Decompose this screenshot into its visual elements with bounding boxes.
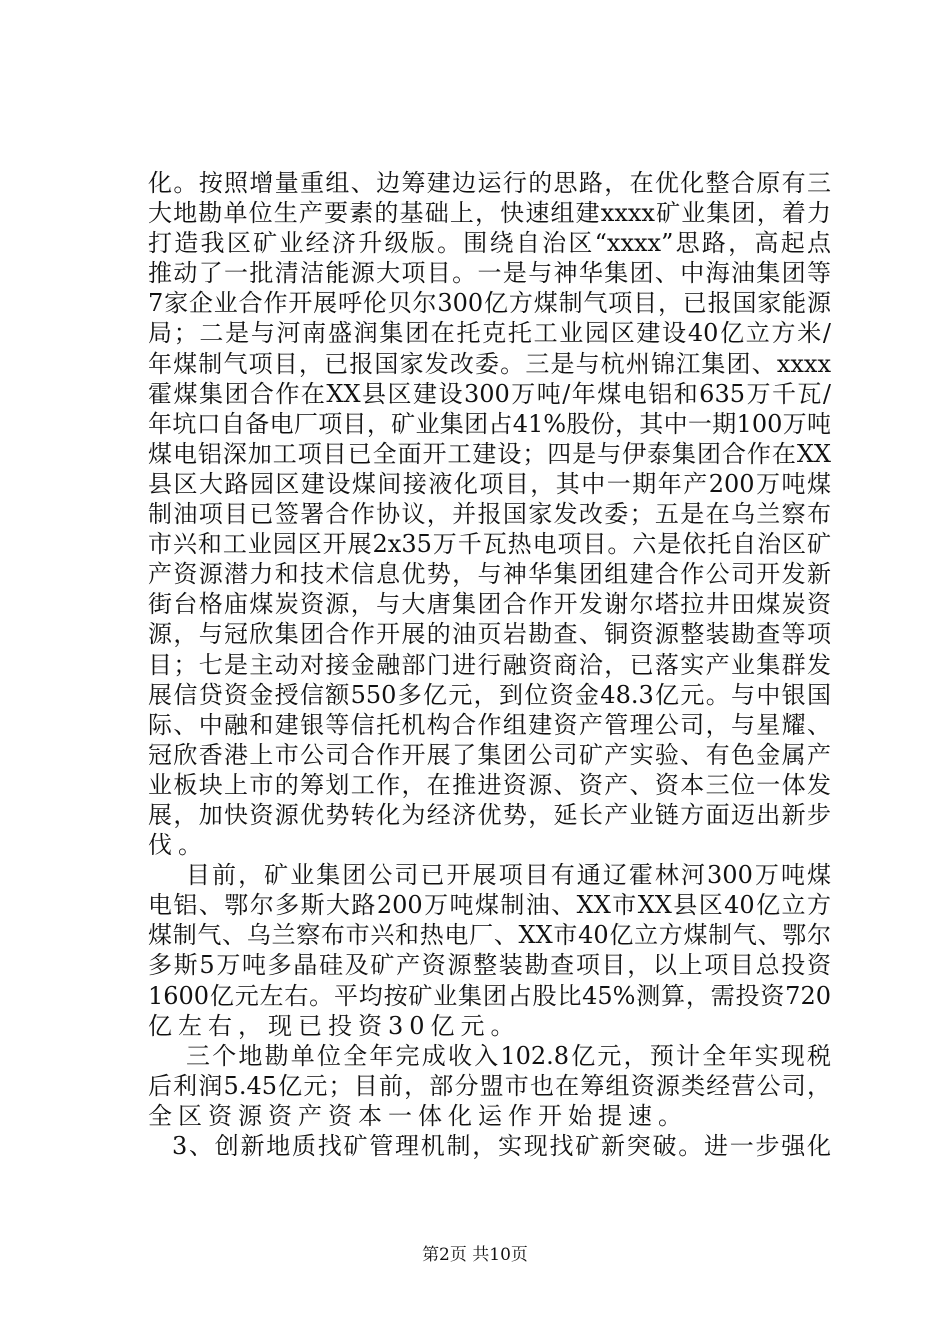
text-line: 际、中融和建银等信托机构合作组建资产管理公司，与星耀、 (148, 710, 831, 739)
text-line: 1600亿元左右。平均按矿业集团占股比45%测算，需投资720 (148, 981, 831, 1010)
text-line: 大地勘单位生产要素的基础上，快速组建xxxx矿业集团，着力 (148, 199, 831, 228)
text-line: 源，与冠欣集团合作开展的油页岩勘查、铜资源整装勘查等项 (148, 620, 831, 649)
text-line: 7家企业合作开展呼伦贝尔300亿方煤制气项目，已报国家能源 (148, 289, 831, 318)
text-line: 煤电铝深加工项目已全面开工建设；四是与伊泰集团合作在XX (148, 439, 831, 468)
text-line: 市兴和工业园区开展2x35万千瓦热电项目。六是依托自治区矿 (148, 530, 831, 559)
text-line: 年煤制气项目，已报国家发改委。三是与杭州锦江集团、xxxx (148, 349, 831, 378)
text-line: 产资源潜力和技术信息优势，与神华集团组建合作公司开发新 (148, 560, 831, 589)
text-line: 制油项目已签署合作协议，并报国家发改委；五是在乌兰察布 (148, 500, 831, 529)
text-line: 展，加快资源优势转化为经济优势，延长产业链方面迈出新步 (148, 800, 831, 829)
paragraph (148, 1041, 831, 1131)
text-line: 化。按照增量重组、边筹建边运行的思路，在优化整合原有三 (148, 169, 831, 197)
text-line: 多斯5万吨多晶硅及矿产资源整装勘查项目，以上项目总投资 (148, 951, 831, 980)
document-body (148, 168, 831, 1161)
text-line: 打造我区矿业经济升级版。围绕自治区“xxxx”思路，高起点 (148, 229, 831, 258)
text-line: 业板块上市的筹划工作，在推进资源、资产、资本三位一体发 (148, 770, 831, 799)
page-number: 第2页 共10页 (422, 1245, 528, 1265)
text-line: 电铝、鄂尔多斯大路200万吨煤制油、XX市XX县区40亿立方 (148, 891, 831, 920)
paragraph (148, 1131, 831, 1161)
text-line: 3、创新地质找矿管理机制，实现找矿新突破。进一步强化 (172, 1132, 831, 1160)
text-line: 局；二是与河南盛润集团在托克托工业园区建设40亿立方米/ (148, 319, 831, 348)
text-line: 年坑口自备电厂项目，矿业集团占41%股份，其中一期100万吨 (148, 409, 831, 438)
text-line: 县区大路园区建设煤间接液化项目，其中一期年产200万吨煤 (148, 469, 831, 498)
text-line: 冠欣香港上市公司合作开展了集团公司矿产实验、有色金属产 (148, 740, 831, 769)
text-line: 亿左右，现已投资30亿元。 (148, 1011, 521, 1040)
text-line: 全区资源资产资本一体化运作开始提速。 (148, 1101, 688, 1130)
paragraph (148, 168, 831, 860)
text-line: 目前，矿业集团公司已开展项目有通辽霍林河300万吨煤 (186, 861, 831, 890)
paragraph (148, 860, 831, 1041)
text-line: 推动了一批清洁能源大项目。一是与神华集团、中海油集团等 (148, 259, 831, 288)
text-line: 展信贷资金授信额550多亿元，到位资金48.3亿元。与中银国 (148, 680, 831, 709)
text-line: 三个地勘单位全年完成收入102.8亿元，预计全年实现税 (186, 1041, 831, 1070)
text-line: 伐。 (148, 831, 208, 860)
text-line: 街台格庙煤炭资源，与大唐集团合作开发谢尔塔拉井田煤炭资 (148, 590, 831, 619)
text-line: 霍煤集团合作在XX县区建设300万吨/年煤电铝和635万千瓦/ (148, 379, 831, 408)
text-line: 煤制气、乌兰察布市兴和热电厂、XX市40亿立方煤制气、鄂尔 (148, 921, 831, 950)
text-line: 后利润5.45亿元；目前，部分盟市也在筹组资源类经营公司， (148, 1071, 831, 1100)
text-line: 目；七是主动对接金融部门进行融资商洽，已落实产业集群发 (148, 650, 831, 679)
